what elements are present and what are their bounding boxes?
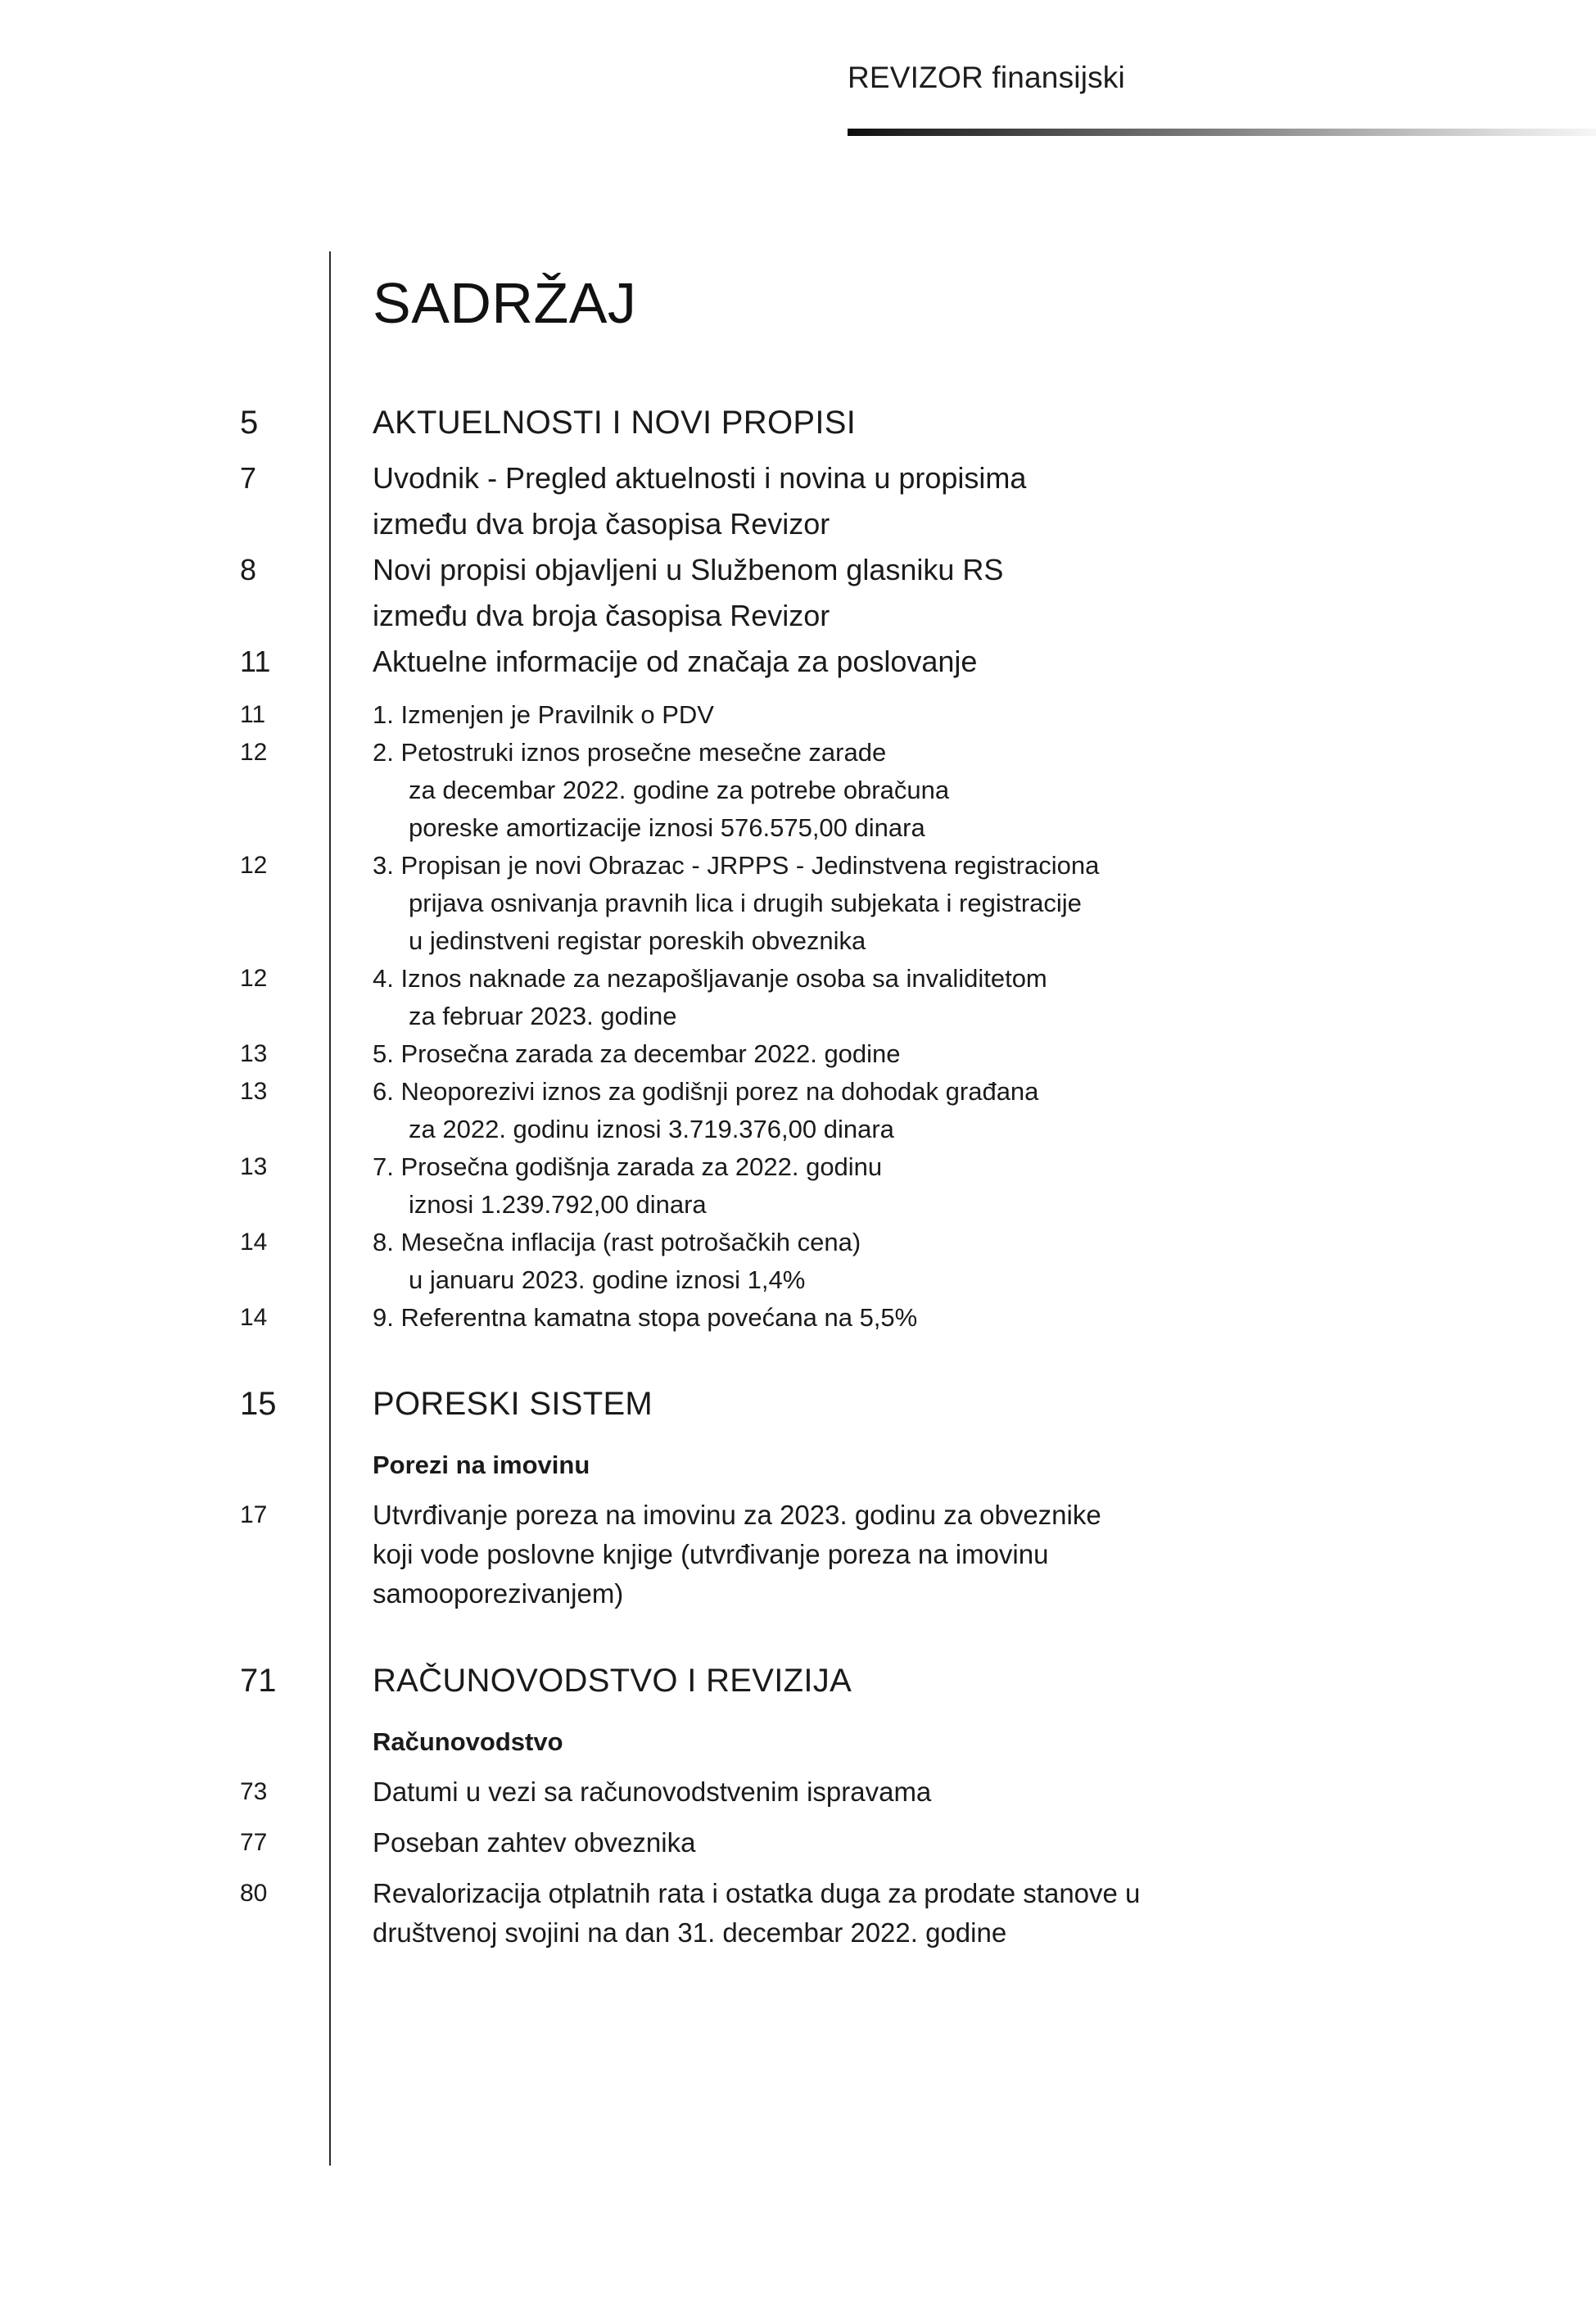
toc-spacer	[0, 444, 1596, 455]
toc-spacer	[0, 1484, 1596, 1496]
toc-page-number: 73	[240, 1778, 268, 1805]
toc-entry-text	[373, 1148, 1498, 1224]
toc-page-number: 13	[240, 1153, 268, 1180]
toc-entry-line: u januaru 2023. godine iznosi 1,4%	[409, 1265, 806, 1294]
toc-page-number: 15	[240, 1386, 277, 1422]
toc-page-number: 13	[240, 1040, 268, 1067]
toc-page-number: 12	[240, 965, 268, 992]
running-header-title: REVIZOR finansijski	[848, 61, 1125, 94]
toc-entry-item[interactable]	[0, 847, 1596, 960]
toc-spacer	[0, 1614, 1596, 1659]
toc-entry-text	[373, 696, 1498, 734]
toc-entry-subhead[interactable]	[0, 1723, 1596, 1761]
toc-entry-item[interactable]	[0, 734, 1596, 847]
toc-entry-item[interactable]	[0, 1035, 1596, 1073]
toc-page-number: 13	[240, 1078, 268, 1105]
toc-entry-text	[373, 1823, 1498, 1863]
toc-entry-para[interactable]	[0, 1496, 1596, 1614]
toc-entry-line: 9. Referentna kamatna stopa povećana na 5,5%	[373, 1303, 918, 1332]
toc-entry-line: Porezi na imovinu	[373, 1451, 590, 1479]
toc-entry-section[interactable]	[0, 1383, 1596, 1425]
toc-entry-para[interactable]	[0, 1772, 1596, 1812]
toc-page-number: 80	[240, 1880, 268, 1907]
toc-entry-line: za 2022. godinu iznosi 3.719.376,00 dinara	[409, 1115, 894, 1143]
toc-entry-line: Uvodnik - Pregled aktuelnosti i novina u propisima	[373, 461, 1027, 495]
toc-entry-text	[373, 960, 1498, 1035]
toc-spacer	[0, 1812, 1596, 1823]
toc-entry-line: Aktuelne informacije od značaja za poslovanje	[373, 645, 978, 678]
toc-entry-text	[373, 455, 1498, 547]
toc-spacer	[0, 1702, 1596, 1723]
toc-entry-line: 2. Petostruki iznos prosečne mesečne zarade	[373, 738, 887, 767]
toc-entry-text	[373, 1659, 1498, 1702]
toc-entry-line: poreske amortizacije iznosi 576.575,00 dinara	[409, 813, 925, 842]
toc-entry-item[interactable]	[0, 1299, 1596, 1337]
toc-entry-text	[373, 1224, 1498, 1299]
page-title: SADRŽAJ	[373, 270, 637, 335]
toc-entry-line: Poseban zahtev obveznika	[373, 1827, 696, 1858]
toc-entry-subhead[interactable]	[0, 1446, 1596, 1484]
toc-page-number: 7	[240, 461, 257, 495]
toc-entry-line: 3. Propisan je novi Obrazac - JRPPS - Jedinstvena registraciona	[373, 851, 1100, 880]
toc-entry-text	[373, 1723, 1498, 1761]
toc-entry-line: Utvrđivanje poreza na imovinu za 2023. godinu za obveznike	[373, 1500, 1101, 1530]
toc-entry-major[interactable]	[0, 455, 1596, 547]
toc-entry-line: iznosi 1.239.792,00 dinara	[409, 1190, 707, 1219]
toc-page-number: 17	[240, 1501, 268, 1528]
toc-page-number: 14	[240, 1229, 268, 1256]
toc-spacer	[0, 1425, 1596, 1446]
toc-entry-line: 6. Neoporezivi iznos za godišnji porez na dohodak građana	[373, 1077, 1039, 1106]
toc-page-number: 12	[240, 852, 268, 879]
toc-entry-item[interactable]	[0, 696, 1596, 734]
toc-page-number: 14	[240, 1304, 268, 1331]
toc-spacer	[0, 1761, 1596, 1772]
toc-page-number: 71	[240, 1663, 277, 1699]
toc-entry-line: koji vode poslovne knjige (utvrđivanje poreza na imovinu	[373, 1539, 1049, 1569]
toc-entry-line: prijava osnivanja pravnih lica i drugih subjekata i registracije	[409, 889, 1082, 917]
toc-entry-text	[373, 1035, 1498, 1073]
toc-page-number: 77	[240, 1829, 268, 1856]
toc-entry-line: 5. Prosečna zarada za decembar 2022. godine	[373, 1039, 901, 1068]
toc-entry-line: između dva broja časopisa Revizor	[373, 507, 830, 541]
toc-entry-item[interactable]	[0, 1224, 1596, 1299]
toc-entry-text	[373, 1299, 1498, 1337]
toc-entry-line: PORESKI SISTEM	[373, 1386, 653, 1422]
toc-entry-text	[373, 847, 1498, 960]
toc-spacer	[0, 685, 1596, 696]
toc-entry-line: Računovodstvo	[373, 1727, 563, 1756]
toc-entry-item[interactable]	[0, 960, 1596, 1035]
toc-page-number: 11	[240, 645, 271, 678]
toc-entry-para[interactable]	[0, 1874, 1596, 1953]
toc-entry-line: 8. Mesečna inflacija (rast potrošačkih cena)	[373, 1228, 861, 1256]
toc-entry-line: Revalorizacija otplatnih rata i ostatka duga za prodate stanove u	[373, 1878, 1141, 1908]
toc-entry-text	[373, 1772, 1498, 1812]
toc-entry-line: AKTUELNOSTI I NOVI PROPISI	[373, 405, 857, 441]
toc-entry-line: u jedinstveni registar poreskih obveznika	[409, 926, 866, 955]
toc-entry-text	[373, 401, 1498, 444]
toc-entry-line: 7. Prosečna godišnja zarada za 2022. godinu	[373, 1152, 883, 1181]
toc-spacer	[0, 1863, 1596, 1874]
toc-entry-line: samooporezivanjem)	[373, 1578, 624, 1609]
toc-entry-line: Datumi u vezi sa računovodstvenim ispravama	[373, 1777, 932, 1807]
toc-entry-major[interactable]	[0, 547, 1596, 639]
toc-entry-text	[373, 547, 1498, 639]
toc-entry-item[interactable]	[0, 1073, 1596, 1148]
toc-page-number: 8	[240, 553, 257, 586]
page-header	[0, 0, 1596, 147]
toc-entry-line: za decembar 2022. godine za potrebe obračuna	[409, 776, 950, 804]
toc-page-number: 12	[240, 739, 268, 766]
toc-entry-line: 1. Izmenjen je Pravilnik o PDV	[373, 700, 714, 729]
header-gradient-rule	[848, 129, 1596, 136]
toc-entry-line: Novi propisi objavljeni u Službenom glasniku RS	[373, 553, 1004, 586]
toc-entry-line: društvenoj svojini na dan 31. decembar 2022. godine	[373, 1917, 1007, 1948]
toc-entry-text	[373, 1446, 1498, 1484]
toc-entry-text	[373, 1496, 1498, 1614]
toc-entry-item[interactable]	[0, 1148, 1596, 1224]
toc-entry-section[interactable]	[0, 401, 1596, 444]
toc-spacer	[0, 1337, 1596, 1383]
toc-entry-line: za februar 2023. godine	[409, 1002, 677, 1030]
toc-entry-major[interactable]	[0, 639, 1596, 685]
toc-entry-text	[373, 734, 1498, 847]
toc-entry-list	[0, 401, 1596, 1953]
toc-entry-section[interactable]	[0, 1659, 1596, 1702]
toc-entry-text	[373, 1073, 1498, 1148]
toc-entry-line: između dva broja časopisa Revizor	[373, 599, 830, 632]
toc-entry-para[interactable]	[0, 1823, 1596, 1863]
toc-entry-line: RAČUNOVODSTVO I REVIZIJA	[373, 1663, 852, 1699]
toc-entry-line: 4. Iznos naknade za nezapošljavanje osoba sa invaliditetom	[373, 964, 1047, 993]
toc-entry-text	[373, 1383, 1498, 1425]
toc-entry-text	[373, 1874, 1498, 1953]
toc-page-number: 5	[240, 405, 259, 441]
toc-entry-text	[373, 639, 1498, 685]
toc-page-number: 11	[240, 701, 266, 728]
